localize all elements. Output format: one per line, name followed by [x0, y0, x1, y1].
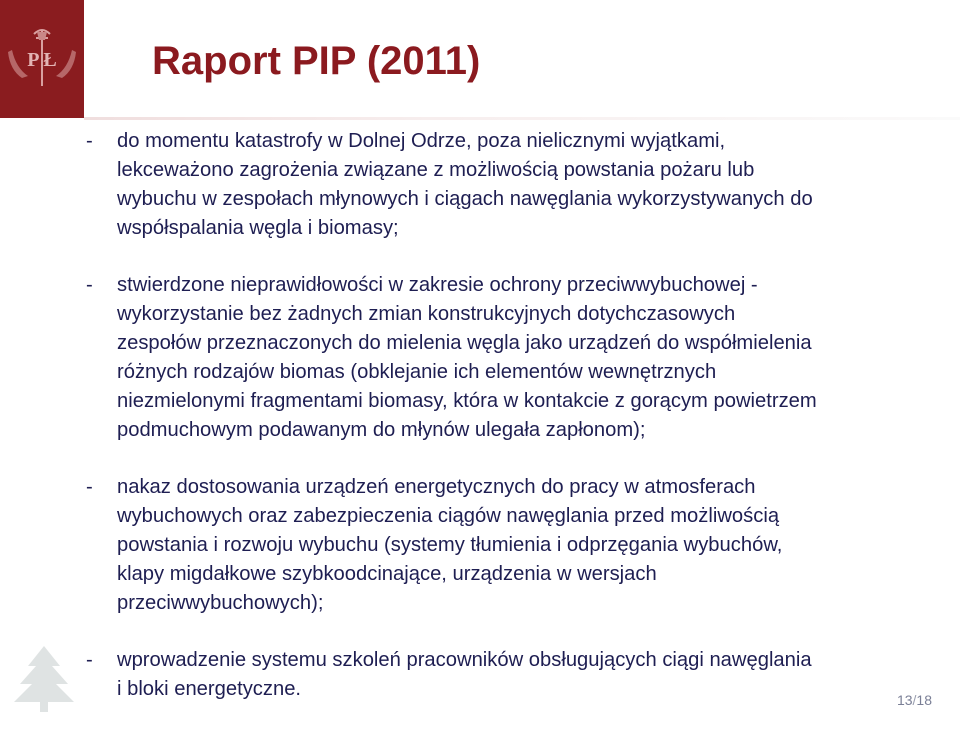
bullet-text-line: nakaz dostosowania urządzeń energetycznych do pracy w atmosferach	[117, 476, 756, 498]
bullet-text-line: przeciwwybuchowych);	[117, 592, 324, 614]
bullet-text-line: podmuchowym podawanym do młynów ulegała zapłonom);	[117, 419, 646, 441]
bullet-text-line: różnych rodzajów biomas (obklejanie ich elementów wewnętrznych	[117, 361, 717, 383]
bullet-list	[86, 127, 946, 732]
logo-text: P Ł	[27, 49, 57, 71]
bullet-dash: -	[86, 476, 93, 498]
bullet-text-line: stwierdzone nieprawidłowości w zakresie ochrony przeciwwybuchowej -	[117, 274, 758, 296]
bullet-text-line: współspalania węgla i biomasy;	[117, 217, 399, 239]
bullet-text-line: lekceważono zagrożenia związane z możliwością powstania pożaru lub	[117, 159, 755, 181]
bullet-item	[86, 127, 946, 243]
bullet-text-line: klapy migdałkowe szybkoodcinające, urządzenia w wersjach	[117, 563, 657, 585]
bullet-item	[86, 473, 946, 618]
page-total: 18	[916, 692, 932, 708]
university-logo	[0, 0, 84, 118]
bullet-text-line: wybuchu w zespołach młynowych i ciągach nawęglania wykorzystywanych do	[117, 188, 813, 210]
bullet-dash: -	[86, 274, 93, 296]
bullet-text-line: i bloki energetyczne.	[117, 678, 302, 700]
bullet-dash: -	[86, 130, 93, 152]
page-current: 13	[896, 692, 913, 708]
logo-letters	[6, 44, 78, 74]
bullet-text-line: zespołów przeznaczonych do mielenia węgla jako urządzeń do współmielenia	[117, 332, 812, 354]
bullet-text-line: niezmielonymi fragmentami biomasy, która w kontakcie z gorącym powietrzem	[117, 390, 817, 412]
page-number	[897, 692, 932, 708]
bullet-dash: -	[86, 649, 93, 671]
slide-title: Raport PIP (2011)	[152, 39, 481, 83]
bullet-text-line: powstania i rozwoju wybuchu (systemy tłumienia i odprzęgania wybuchów,	[117, 534, 783, 556]
pine-tree-icon	[8, 644, 80, 712]
bullet-text-line: wprowadzenie systemu szkoleń pracowników obsługujących ciągi nawęglania	[117, 649, 812, 671]
header-divider	[84, 117, 960, 120]
bullet-text-line: do momentu katastrofy w Dolnej Odrze, poza nielicznymi wyjątkami,	[117, 130, 726, 152]
bullet-text-line: wybuchowych oraz zabezpieczenia ciągów nawęglania przed możliwością	[117, 505, 780, 527]
bullet-item	[86, 271, 946, 445]
page-separator: /	[912, 692, 917, 708]
bullet-item	[86, 646, 946, 704]
bullet-text-line: wykorzystanie bez żadnych zmian konstrukcyjnych dotychczasowych	[117, 303, 736, 325]
